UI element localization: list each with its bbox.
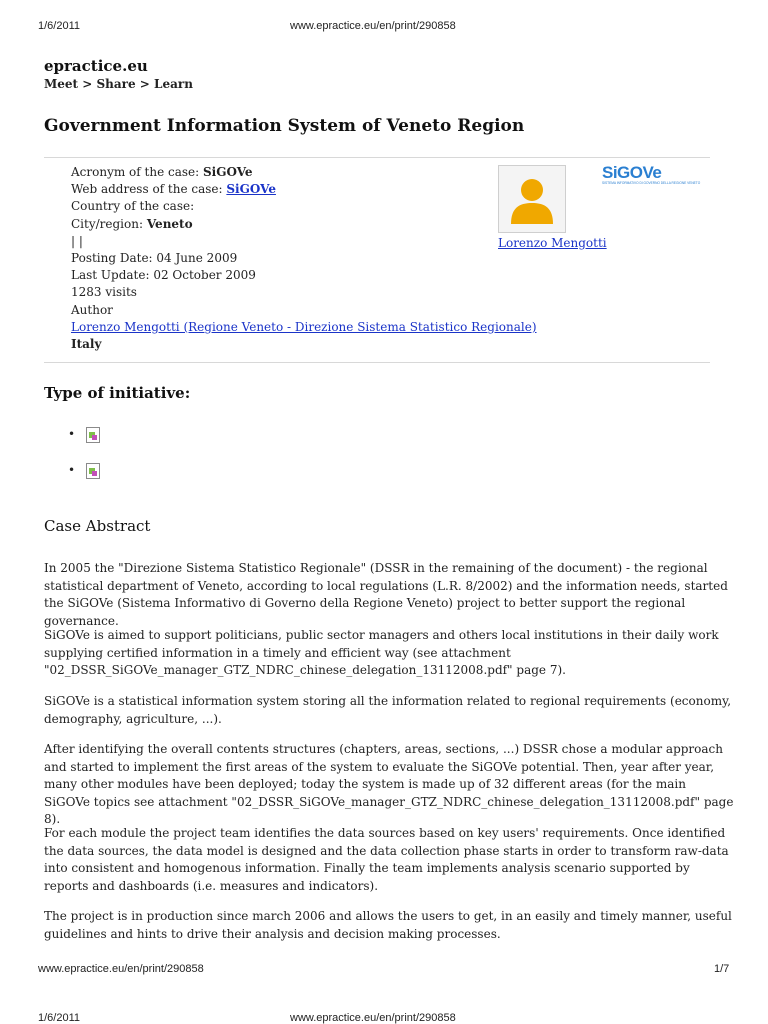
country-value: Italy	[71, 337, 102, 352]
person-icon	[499, 166, 565, 232]
city-row	[71, 216, 537, 233]
web-address-label: Web address of the case:	[71, 182, 227, 197]
site-tagline: Meet > Share > Learn	[44, 77, 193, 91]
author-full-link[interactable]: Lorenzo Mengotti (Regione Veneto - Direzione Sistema Statistico Regionale)	[71, 319, 537, 334]
visit-count: 1283 visits	[71, 285, 137, 300]
author-avatar[interactable]	[498, 165, 566, 233]
abstract-paragraph: SiGOVe is aimed to support politicians, public sector managers and others local institutions in their daily work supplying certified information in a timely and efficient way (see attachment "02_DSSR_SiGOVe_manager_GTZ_NDRC_chinese_delegation_13112008.pdf" page 7).	[44, 628, 719, 678]
abstract-paragraph: After identifying the overall contents structures (chapters, areas, sections, ...) DSSR chose a modular approach and started to implement the first areas of the system to evaluate the SiGOVe potential. Then, year after year, many other modules have been deployed; today the system is made up of 32 different areas (for the main SiGOVe topics see attachment "02_DSSR_SiGOVe_manager_GTZ_NDRC_chinese_delegation_13112008.pdf" page 8).	[44, 742, 734, 827]
case-info	[71, 164, 537, 353]
print-date: 1/6/2011	[38, 20, 81, 32]
sigove-logo	[602, 163, 701, 190]
abstract-paragraph: The project is in production since march 2006 and allows the users to get, in an easily and timely manner, useful guidelines and hints to drive their analysis and decision making processes.	[44, 909, 732, 941]
page-title: Government Information System of Veneto Region	[44, 116, 525, 136]
broken-image-icon	[86, 427, 100, 443]
case-abstract-heading: Case Abstract	[44, 517, 151, 535]
last-update: Last Update: 02 October 2009	[71, 268, 256, 283]
bullet-marker: •	[68, 463, 76, 477]
next-page-date: 1/6/2011	[38, 1012, 81, 1024]
abstract-paragraph: For each module the project team identifies the data sources based on key users' requirements. Once identified the data sources, the data model is designed and the data collection phase starts in order to transform raw-data into consistent and homogenous information. Finally the team implements analysis scenario supported by reports and dashboards (i.e. measures and indicators).	[44, 826, 729, 893]
web-address-link[interactable]: SiGOVe	[226, 182, 276, 197]
country-label: Country of the case:	[71, 199, 195, 214]
separator-text: | |	[71, 233, 83, 248]
acronym-row	[71, 164, 537, 181]
broken-image-icon	[86, 463, 100, 479]
divider-bottom	[44, 362, 710, 363]
footer-page-number: 1/7	[714, 963, 730, 975]
next-page-url: www.epractice.eu/en/print/290858	[290, 1012, 456, 1024]
acronym-value: SiGOVe	[203, 165, 253, 179]
bullet-marker: •	[68, 427, 76, 441]
site-name[interactable]: epractice.eu	[44, 57, 148, 75]
type-of-initiative-heading: Type of initiative:	[44, 384, 191, 402]
author-card-link[interactable]: Lorenzo Mengotti	[498, 236, 607, 250]
footer-url: www.epractice.eu/en/print/290858	[38, 963, 204, 975]
city-value: Veneto	[146, 216, 193, 231]
posting-date: Posting Date: 04 June 2009	[71, 251, 238, 266]
logo-subtext: SISTEMA INFORMATIVO DI GOVERNO DELLA REGIONE VENETO	[602, 181, 701, 185]
abstract-paragraph: In 2005 the "Direzione Sistema Statistico Regionale" (DSSR in the remaining of the document) - the regional statistical department of Veneto, according to local regulations (L.R. 8/2002) and the information needs, started the SiGOVe (Sistema Informativo di Governo della Regione Veneto) project to better support the regional governance.	[44, 561, 728, 628]
acronym-label: Acronym of the case:	[71, 165, 203, 179]
logo-wordmark: SiGOVe	[602, 163, 662, 182]
print-url: www.epractice.eu/en/print/290858	[290, 20, 456, 32]
divider-top	[44, 157, 710, 158]
web-address-row	[71, 181, 537, 198]
abstract-paragraph: SiGOVe is a statistical information system storing all the information related to regional requirements (economy, demography, agriculture, ...).	[44, 694, 732, 726]
city-label: City/region:	[71, 216, 147, 231]
author-label: Author	[71, 302, 113, 317]
